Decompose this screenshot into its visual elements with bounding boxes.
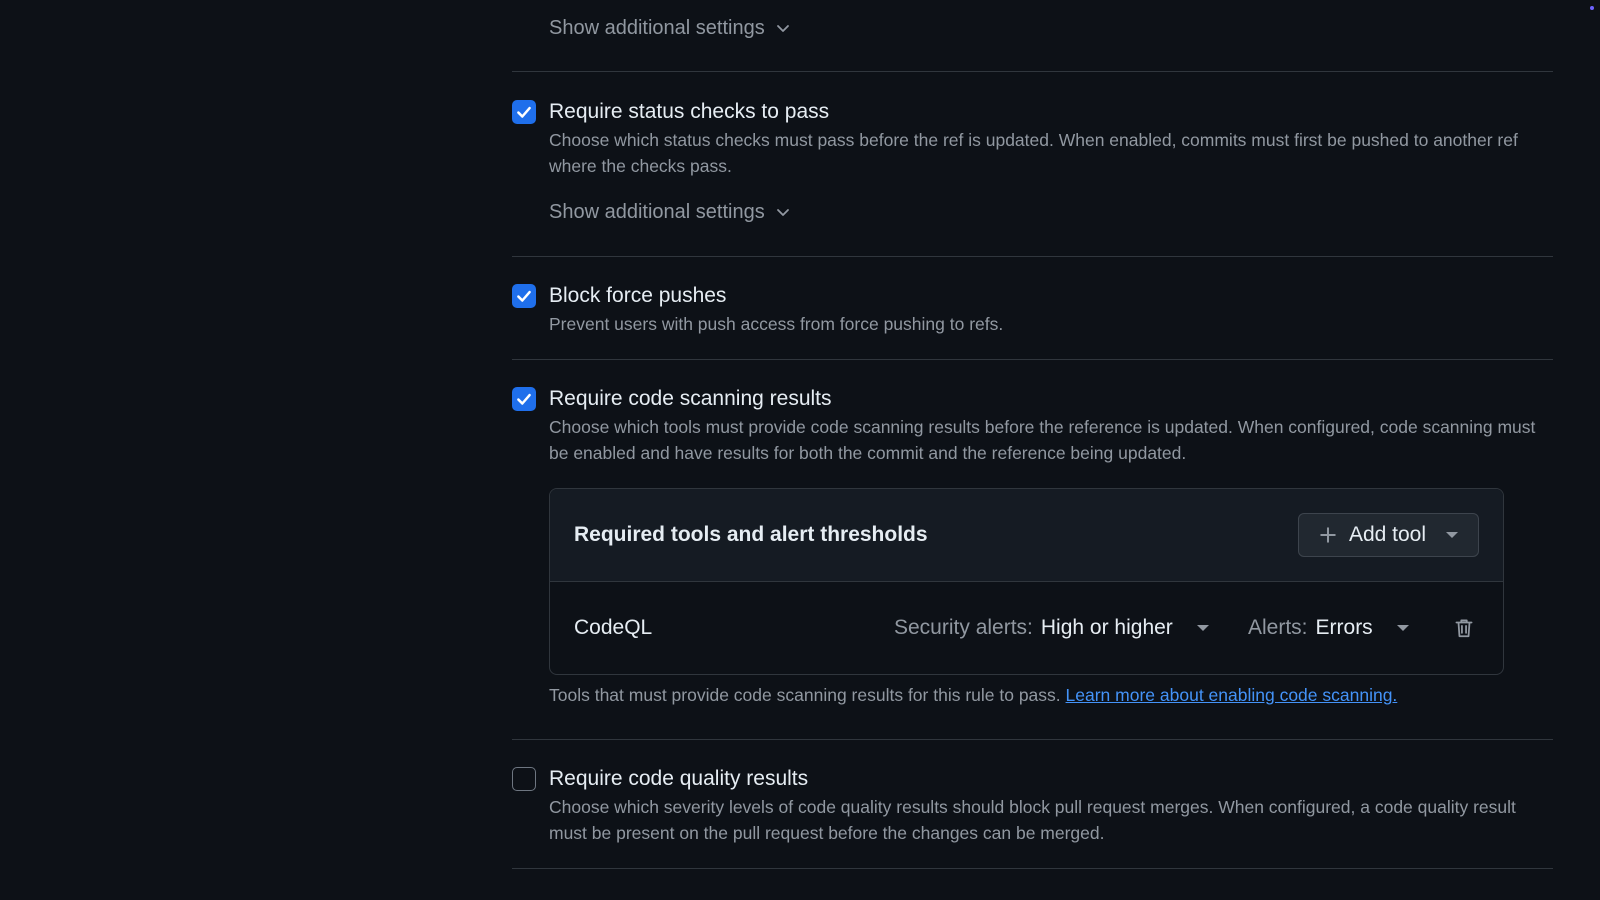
rule-require-status-checks [512, 98, 1553, 179]
alerts-select[interactable] [1248, 616, 1409, 640]
required-tools-panel [549, 488, 1504, 675]
require-status-checks-checkbox[interactable] [512, 100, 536, 124]
show-additional-settings-toggle[interactable] [549, 13, 1553, 43]
security-alerts-select[interactable] [894, 616, 1209, 640]
status-dot [1590, 6, 1594, 10]
security-alerts-label: Security alerts: [894, 616, 1033, 639]
alerts-value: Errors [1315, 616, 1373, 639]
add-tool-label: Add tool [1348, 523, 1426, 546]
helper-text: Tools that must provide code scanning results for this rule to pass. [549, 685, 1061, 705]
learn-more-link[interactable]: Learn more about enabling code scanning. [1065, 685, 1398, 705]
rule-description: Choose which severity levels of code quality results should block pull request merges. When configured, a code quality result must be present on the pull request before the changes can be merged. [549, 797, 1516, 843]
caret-down-icon [1197, 625, 1209, 631]
tool-row [550, 582, 1503, 674]
check-icon [515, 390, 533, 408]
rule-title: Require status checks to pass [549, 100, 830, 123]
rule-description: Choose which status checks must pass before the ref is updated. When enabled, commits must first be pushed to another ref where the checks pass. [549, 130, 1518, 176]
block-force-pushes-checkbox[interactable] [512, 284, 536, 308]
caret-down-icon [1397, 625, 1409, 631]
rule-title: Require code scanning results [549, 387, 832, 410]
rule-require-code-quality [512, 765, 1553, 846]
chevron-down-icon [775, 204, 791, 220]
chevron-down-icon [775, 20, 791, 36]
rule-title: Require code quality results [549, 767, 809, 790]
rules-list [512, 0, 1553, 869]
caret-down-icon [1446, 532, 1458, 538]
divider [512, 868, 1553, 869]
required-tools-title: Required tools and alert thresholds [574, 523, 928, 546]
required-tools-header [550, 489, 1503, 582]
require-code-scanning-checkbox[interactable] [512, 387, 536, 411]
rule-block-force-pushes [512, 282, 1553, 337]
alerts-label: Alerts: [1248, 616, 1308, 639]
plus-icon [1319, 526, 1337, 544]
require-code-quality-checkbox[interactable] [512, 767, 536, 791]
rule-title: Block force pushes [549, 284, 727, 307]
show-additional-settings-label: Show additional settings [549, 16, 765, 39]
check-icon [515, 287, 533, 305]
show-additional-settings-toggle[interactable] [549, 197, 1553, 227]
rule-description: Prevent users with push access from force pushing to refs. [549, 314, 1004, 334]
security-alerts-value: High or higher [1040, 616, 1173, 639]
trash-icon[interactable] [1453, 617, 1475, 639]
add-tool-button[interactable] [1298, 513, 1479, 557]
rule-require-code-scanning [512, 385, 1553, 466]
tools-helper-text [549, 685, 1553, 706]
show-additional-settings-label: Show additional settings [549, 200, 765, 223]
rule-description: Choose which tools must provide code scanning results before the reference is updated. When configured, code scanning must be enabled and have results for both the commit and the reference being updated. [549, 417, 1536, 463]
check-icon [515, 103, 533, 121]
tool-name: CodeQL [574, 616, 653, 639]
